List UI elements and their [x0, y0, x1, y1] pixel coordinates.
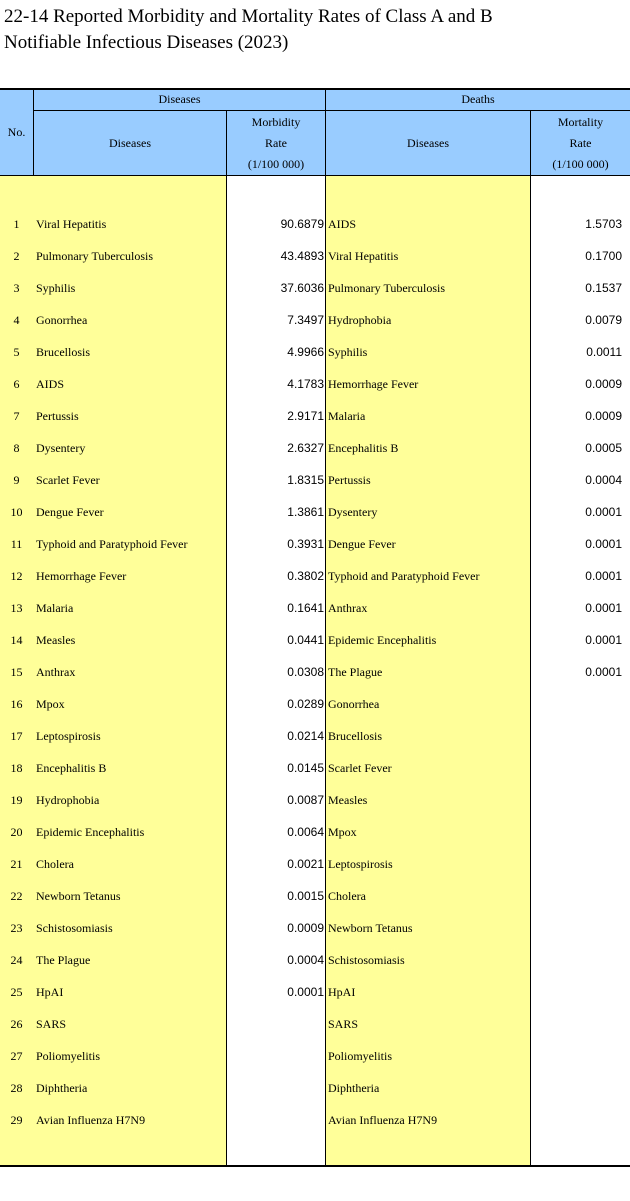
- row-number: 9: [13, 473, 20, 487]
- table-row: [0, 752, 630, 784]
- morbidity-rate: 7.3497: [287, 313, 324, 327]
- disease-name: Hemorrhage Fever: [36, 569, 127, 583]
- death-disease-name: Poliomyelitis: [328, 1049, 393, 1063]
- disease-name: AIDS: [36, 377, 65, 391]
- row-number: 12: [10, 569, 23, 583]
- morbidity-rate: 0.0308: [287, 665, 324, 679]
- row-number: 2: [13, 249, 20, 263]
- row-number: 7: [13, 409, 20, 423]
- disease-name: HpAI: [36, 985, 64, 999]
- disease-name: Hydrophobia: [36, 793, 100, 807]
- row-number: 24: [10, 953, 23, 967]
- mortality-rate: 0.0001: [585, 537, 622, 551]
- table-row: [0, 560, 630, 592]
- death-disease-name: Newborn Tetanus: [328, 921, 413, 935]
- table-header: [0, 88, 630, 176]
- mortality-rate: 1.5703: [585, 217, 622, 231]
- morbidity-rate: 43.4893: [280, 249, 324, 263]
- disease-name: Dysentery: [36, 441, 86, 455]
- death-disease-name: Schistosomiasis: [328, 953, 405, 967]
- death-disease-name: Dysentery: [328, 505, 378, 519]
- morbidity-rate: 0.0009: [287, 921, 324, 935]
- table-row: [0, 400, 630, 432]
- row-number: 20: [10, 825, 23, 839]
- table-row: [0, 464, 630, 496]
- table-row: [0, 656, 630, 688]
- row-number: 22: [10, 889, 23, 903]
- morbidity-rate: 1.8315: [287, 473, 324, 487]
- morbidity-rate: 0.0289: [287, 697, 324, 711]
- row-number: 10: [10, 505, 23, 519]
- morbidity-rate: 0.0021: [287, 857, 324, 871]
- death-disease-name: Cholera: [328, 889, 366, 903]
- row-number: 14: [10, 633, 23, 647]
- disease-name: Mpox: [36, 697, 65, 711]
- disease-name: Malaria: [36, 601, 74, 615]
- row-number: 21: [10, 857, 23, 871]
- row-number: 1: [13, 217, 20, 231]
- death-disease-name: Typhoid and Paratyphoid Fever: [328, 569, 480, 583]
- morbidity-rate: 1.3861: [287, 505, 324, 519]
- table-row: [0, 1104, 630, 1136]
- death-disease-name: HpAI: [328, 985, 356, 999]
- title-line-2: Notifiable Infectious Diseases (2023): [4, 32, 289, 53]
- table-row: [0, 304, 630, 336]
- row-number: 15: [10, 665, 23, 679]
- header-deaths-group: Deaths: [461, 91, 495, 106]
- header-diseases-group: Diseases: [158, 91, 201, 106]
- morbidity-rate: 0.0441: [287, 633, 324, 647]
- table-row: [0, 816, 630, 848]
- row-number: 17: [10, 729, 23, 743]
- morbidity-rate: 0.0004: [287, 953, 324, 967]
- row-number: 18: [10, 761, 23, 775]
- mortality-rate: 0.0001: [585, 601, 622, 615]
- disease-name: Avian Influenza H7N9: [36, 1113, 146, 1127]
- row-number: 3: [13, 281, 20, 295]
- row-number: 16: [10, 697, 23, 711]
- morbidity-rate: 2.6327: [287, 441, 324, 455]
- table-row: [0, 592, 630, 624]
- disease-name: Typhoid and Paratyphoid Fever: [36, 537, 188, 551]
- table-row: [0, 336, 630, 368]
- data-table: [0, 88, 630, 1167]
- death-disease-name: Pertussis: [328, 473, 371, 487]
- table-row: [0, 528, 630, 560]
- header-no: No.: [7, 124, 26, 139]
- death-disease-name: Measles: [328, 793, 368, 807]
- disease-name: Scarlet Fever: [36, 473, 100, 487]
- death-disease-name: Encephalitis B: [328, 441, 399, 455]
- table-row: [0, 912, 630, 944]
- death-disease-name: Epidemic Encephalitis: [328, 633, 437, 647]
- disease-name: Leptospirosis: [36, 729, 101, 743]
- table-row: [0, 240, 630, 272]
- disease-name: Newborn Tetanus: [36, 889, 121, 903]
- death-disease-name: Malaria: [328, 409, 366, 423]
- death-disease-name: Gonorrhea: [328, 697, 380, 711]
- row-number: 5: [13, 345, 20, 359]
- table-row: [0, 944, 630, 976]
- morbidity-rate: 0.0015: [287, 889, 324, 903]
- disease-name: Measles: [36, 633, 76, 647]
- row-number: 25: [10, 985, 23, 999]
- mortality-rate: 0.1700: [585, 249, 622, 263]
- mortality-rate: 0.0011: [586, 345, 622, 359]
- mortality-rate: 0.0009: [585, 409, 622, 423]
- row-number: 8: [13, 441, 20, 455]
- table-row: [0, 368, 630, 400]
- disease-name: SARS: [36, 1017, 67, 1031]
- page-title: [4, 4, 493, 56]
- mortality-rate: 0.0001: [585, 665, 622, 679]
- header-death-diseases-col: Diseases: [407, 135, 449, 150]
- row-number: 28: [10, 1081, 23, 1095]
- morbidity-rate: 0.0064: [287, 825, 324, 839]
- morbidity-rate: 0.0214: [287, 729, 324, 743]
- table-body: [0, 176, 630, 1167]
- row-number: 11: [10, 537, 23, 551]
- table-row: [0, 688, 630, 720]
- mortality-rate: 0.0001: [585, 633, 622, 647]
- table-row: [0, 208, 630, 240]
- title-line-1: 22-14 Reported Morbidity and Mortality Rates of Class A and B: [4, 6, 493, 27]
- table-row: [0, 272, 630, 304]
- death-disease-name: Scarlet Fever: [328, 761, 392, 775]
- row-number: 19: [10, 793, 23, 807]
- header-morbidity-rate: Morbidity Rate (1/100 000): [247, 114, 305, 171]
- table-row: [0, 976, 630, 1008]
- mortality-rate: 0.0001: [585, 569, 622, 583]
- mortality-rate: 0.0009: [585, 377, 622, 391]
- row-number: 4: [13, 313, 20, 327]
- death-disease-name: Dengue Fever: [328, 537, 396, 551]
- table-row: [0, 432, 630, 464]
- table-row: [0, 496, 630, 528]
- mortality-rate: 0.0005: [585, 441, 622, 455]
- disease-name: Schistosomiasis: [36, 921, 113, 935]
- mortality-rate: 0.0004: [585, 473, 622, 487]
- morbidity-rate: 2.9171: [287, 409, 324, 423]
- morbidity-rate: 90.6879: [280, 217, 324, 231]
- row-number: 29: [10, 1113, 23, 1127]
- table-row: [0, 848, 630, 880]
- death-disease-name: Anthrax: [328, 601, 368, 615]
- death-disease-name: Hydrophobia: [328, 313, 392, 327]
- death-disease-name: AIDS: [328, 217, 357, 231]
- mortality-rate: 0.0001: [585, 505, 622, 519]
- disease-name: Epidemic Encephalitis: [36, 825, 145, 839]
- death-disease-name: The Plague: [328, 665, 383, 679]
- disease-name: Poliomyelitis: [36, 1049, 101, 1063]
- morbidity-rate: 0.0087: [287, 793, 324, 807]
- row-number: 6: [13, 377, 20, 391]
- table-row: [0, 1072, 630, 1104]
- disease-name: Diphtheria: [36, 1081, 88, 1095]
- disease-name: Viral Hepatitis: [36, 217, 107, 231]
- morbidity-rate: 0.1641: [287, 601, 324, 615]
- death-disease-name: Leptospirosis: [328, 857, 393, 871]
- row-number: 23: [10, 921, 23, 935]
- morbidity-rate: 4.9966: [287, 345, 324, 359]
- death-disease-name: Pulmonary Tuberculosis: [328, 281, 446, 295]
- table-row: [0, 880, 630, 912]
- morbidity-rate: 0.3802: [287, 569, 324, 583]
- row-number: 26: [10, 1017, 23, 1031]
- death-disease-name: Diphtheria: [328, 1081, 380, 1095]
- morbidity-rate: 37.6036: [280, 281, 324, 295]
- header-diseases-col: Diseases: [109, 135, 151, 150]
- death-disease-name: SARS: [328, 1017, 359, 1031]
- disease-name: Dengue Fever: [36, 505, 104, 519]
- disease-name: Syphilis: [36, 281, 76, 295]
- mortality-rate: 0.1537: [585, 281, 622, 295]
- disease-name: The Plague: [36, 953, 91, 967]
- disease-name: Encephalitis B: [36, 761, 107, 775]
- death-disease-name: Brucellosis: [328, 729, 382, 743]
- morbidity-rate: 0.0001: [287, 985, 324, 999]
- disease-name: Brucellosis: [36, 345, 90, 359]
- disease-name: Gonorrhea: [36, 313, 88, 327]
- table-row: [0, 1040, 630, 1072]
- death-disease-name: Syphilis: [328, 345, 368, 359]
- header-mortality-rate: Mortality Rate (1/100 000): [552, 114, 609, 171]
- death-disease-name: Mpox: [328, 825, 357, 839]
- table-row: [0, 720, 630, 752]
- death-disease-name: Viral Hepatitis: [328, 249, 399, 263]
- row-number: 27: [10, 1049, 23, 1063]
- disease-name: Pulmonary Tuberculosis: [36, 249, 154, 263]
- table-row: [0, 784, 630, 816]
- death-disease-name: Avian Influenza H7N9: [328, 1113, 438, 1127]
- mortality-rate: 0.0079: [585, 313, 622, 327]
- disease-name: Cholera: [36, 857, 74, 871]
- table-row: [0, 624, 630, 656]
- morbidity-rate: 0.3931: [287, 537, 324, 551]
- morbidity-rate: 0.0145: [287, 761, 324, 775]
- disease-name: Anthrax: [36, 665, 76, 679]
- table-row: [0, 1008, 630, 1040]
- morbidity-rate: 4.1783: [287, 377, 324, 391]
- disease-name: Pertussis: [36, 409, 79, 423]
- row-number: 13: [10, 601, 23, 615]
- death-disease-name: Hemorrhage Fever: [328, 377, 419, 391]
